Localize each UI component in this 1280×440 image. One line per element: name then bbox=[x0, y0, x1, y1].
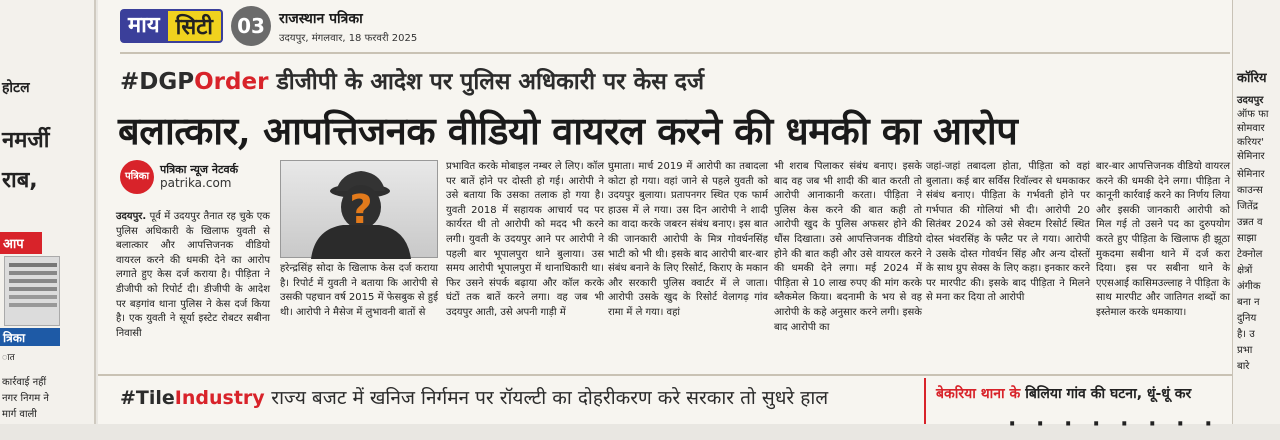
right-strip-line: अंगीक bbox=[1237, 281, 1261, 292]
article-column-2: हरेन्द्रसिंह सोदा के खिलाफ केस दर्ज कराया है। रिपोर्ट में युवती ने बताया कि आरोपी से उसकी पहचान वर्ष 2015 में फेसबुक से हुई थी। आरोपी ने मैसेज में लुभावनी बातों से bbox=[280, 263, 438, 318]
page-number: 03 bbox=[231, 6, 271, 46]
right-strip-line: है। उ bbox=[1237, 329, 1255, 340]
svg-text:?: ? bbox=[349, 187, 373, 233]
article-column-7: बार-बार आपत्तिजनक वीडियो वायरल करने की धमकी देने लगा। पीड़िता ने कानूनी कार्रवाई करने का निर्णय लिया और इसकी जानकारी आरोपी को मिल गई तो उसने पद का दुरुपयोग करते हुए पीड़िता के खिलाफ ही झूठा मुकदमा सबीना थाने में दर्ज करा दिया। इस पर सबीना थाने के एएसआई कासिमउल्लाह ने पीड़िता के साथ मारपीट और जातिगत शब्दों का इस्तेमाल करके धमकाया। bbox=[1096, 161, 1230, 318]
left-strip-hotel: होटल bbox=[2, 80, 30, 96]
left-strip-bottom3: मार्ग वाली bbox=[2, 409, 37, 420]
anonymous-officer-silhouette-icon bbox=[281, 161, 439, 259]
right-strip-line: क्षेत्रों bbox=[1237, 265, 1253, 276]
article-column-1 bbox=[116, 210, 270, 364]
kicker-text: डीजीपी के आदेश पर पुलिस अधिकारी पर केस दर्ज bbox=[276, 69, 705, 95]
masthead bbox=[120, 6, 417, 46]
right-strip-line: टेक्नोल bbox=[1237, 249, 1263, 260]
story3-text: बिलिया गांव की घटना, धूं-धूं कर bbox=[1025, 386, 1192, 402]
section-label-city: सिटी bbox=[168, 9, 223, 43]
right-strip-line: सेमिनार bbox=[1237, 151, 1265, 162]
right-strip-line: दुनिय bbox=[1237, 313, 1257, 324]
right-strip-line: बना न bbox=[1237, 297, 1260, 308]
left-strip-red-badge: आप bbox=[0, 232, 42, 254]
left-strip-bottom1: कार्रवाई नहीं bbox=[2, 377, 47, 388]
newspaper-page bbox=[98, 0, 1232, 437]
right-strip-line: प्रभा bbox=[1237, 345, 1253, 356]
left-strip-small: ात bbox=[2, 353, 15, 363]
left-strip-bottom2: नगर निगम ने bbox=[2, 393, 49, 404]
story2-text: राज्य बजट में खनिज निर्गमन पर रॉयल्टी का दोहरीकरण करे सरकार तो सुधरे हाल bbox=[271, 387, 829, 409]
silhouette-photo bbox=[280, 160, 438, 258]
right-strip-line: करियर' bbox=[1237, 137, 1264, 148]
story-separator bbox=[98, 374, 1232, 376]
right-strip-line: ऑफ फा bbox=[1237, 109, 1269, 120]
article-column-4: घुमाता। मार्च 2019 में आरोपी का तबादला कोटा हो गया। वहां जाने से पहले युवती को उदयपुर बुलाया। प्रतापनगर स्थित एक फार्म हाउस में ले गया। उस दिन आरोपी ने शादी का वादा करके जबरन संबंध बनाए। इस बात की जानकारी आरोपी के मित्र गोवर्धनसिंह भाटी को भी थी। इसके बाद आरोपी बार-बार संबंध बनाने के लिए रिसोर्ट, किराए के मकान और सरकारी पुलिस क्वार्टर में ले जाता। आरोपी उसके खुद के रिसोर्ट वेलागढ़ गांव रामा में ले गया। वहां bbox=[608, 161, 768, 318]
vertical-separator bbox=[924, 378, 926, 424]
byline bbox=[120, 160, 238, 194]
right-page-strip bbox=[1232, 0, 1280, 424]
masthead-rule bbox=[120, 52, 1230, 54]
byline-name: पत्रिका न्यूज नेटवर्क bbox=[160, 163, 239, 177]
article-column-5: भी शराब पिलाकर संबंध बनाए। इसके बाद वह जब भी शादी की बात करती तो आरोपी आनाकानी करता। पीड़िता ने पुलिस केस करने की बात कही तो आरोपी खुद के पुलिस अफसर होने की धौंस दिखाता। उसे आपत्तिजनक वीडियो होने की बात कही और उसे वायरल करने की धमकी देने लगा। मई 2024 में पीड़िता से 10 लाख रुपए की मांग करके ब्लैकमेल किया। बदनामी के भय से वह आरोपी के कहे अनुसार करने लगी। इसके बाद आरोपी का bbox=[774, 161, 922, 333]
left-strip-line1: नमर्जी bbox=[2, 128, 50, 153]
left-strip-blue-badge: त्रिका bbox=[0, 328, 60, 346]
right-strip-line: साझा bbox=[1237, 233, 1257, 244]
story2-hashtag-red: Industry bbox=[174, 387, 265, 409]
right-strip-line: उदयपुर bbox=[1237, 95, 1264, 106]
dateline: उदयपुर, मंगलवार, 18 फरवरी 2025 bbox=[278, 32, 418, 44]
story2-hashtag: #Tile bbox=[120, 387, 175, 409]
paper-name: राजस्थान पत्रिका bbox=[278, 10, 363, 27]
right-strip-line: काउन्स bbox=[1237, 185, 1263, 196]
right-strip-line: उन्नत व bbox=[1237, 217, 1263, 228]
right-strip-line: सोमवार bbox=[1237, 123, 1265, 134]
article-column-1-text: पूर्व में उदयपुर तैनात रह चुके एक पुलिस अधिकारी के खिलाफ युवती से बलात्कार और आपत्तिजनक वीडियो वायरल करने की धमकी देने का आरोप लगाते हुए केस दर्ज कराया है। पीड़िता ने डीजीपी को रिपोर्ट दी। डीजीपी के आदेश पर बड़गांव थाना पुलिस ने केस दर्ज किया है। एक युवती ने सूर्या इस्टेट रोबटर सबीना निवासी bbox=[116, 211, 270, 339]
kicker-hashtag-red: Order bbox=[194, 69, 269, 95]
section-label-my: माय bbox=[120, 9, 168, 43]
second-story-headline bbox=[120, 384, 828, 410]
story3-red-text: बेकरिया थाना के bbox=[936, 386, 1021, 402]
right-strip-line: बारे bbox=[1237, 361, 1250, 372]
story-kicker bbox=[120, 64, 704, 96]
third-story-headline bbox=[936, 384, 1191, 403]
article-column-3: प्रभावित करके मोबाइल नम्बर ले लिए। कॉल पर बातें होने पर दोस्ती हो गई। आरोपी ने उसे बताया कि उसका तलाक हो गया है। युवती 2018 में सहायक आचार्य पद पर कार्यरत थी तो आरोपी को मदद भी करने लगी। युवती के उदयपुर आने पर आरोपी ने पहली बार भूपालपुरा थाने बुलाया। उस समय आरोपी भूपालपुरा में थानाधिकारी था। फिर उसने संपर्क बढ़ाया और कॉल करके घंटों तक बातें करने लगा। वह जब भी उदयपुर आती, उसे अपनी गाड़ी में bbox=[446, 161, 604, 318]
kicker-hashtag: #DGP bbox=[120, 69, 195, 95]
byline-site: patrika.com bbox=[160, 176, 232, 191]
dateline-city: उदयपुर. bbox=[116, 211, 147, 222]
patrika-logo: पत्रिका bbox=[120, 160, 154, 194]
right-strip-line: सेमिनार bbox=[1237, 169, 1265, 180]
right-strip-title: कॉरिय bbox=[1237, 71, 1267, 86]
paper-info bbox=[279, 9, 417, 44]
main-headline: बलात्कार, आपत्तिजनक वीडियो वायरल करने की धमकी का आरोप bbox=[118, 108, 1018, 153]
left-strip-line2: राब, bbox=[2, 168, 38, 193]
article-column-6: जहां-जहां तबादला होता, पीड़िता को वहां बुलाता। कई बार सर्विस रिवॉल्वर से धमकाकर संबंध बनाए। पीड़िता के गर्भवती होने पर गर्भपात की गोलियां भी दी। आरोपी 20 सितंबर 2024 को उसे सेक्टम रिसोर्ट स्थित दोस्त भंवरसिंह के फ्लैट पर ले गया। आरोपी ने उसके दोस्त गोवर्धन सिंह और अन्य दोस्तों के साथ ग्रुप सेक्स के लिए कहा। इनकार करने पर मारपीट की। इसके बाद पीड़िता ने मिलने से मना कर दिया तो आरोपी bbox=[926, 161, 1090, 304]
right-strip-line: जितेंद्र bbox=[1237, 201, 1259, 212]
left-strip-thumbnail bbox=[4, 256, 60, 326]
cut-off-headline-fragment: · · · · · · · · bbox=[1008, 412, 1219, 437]
left-page-strip bbox=[0, 0, 96, 424]
